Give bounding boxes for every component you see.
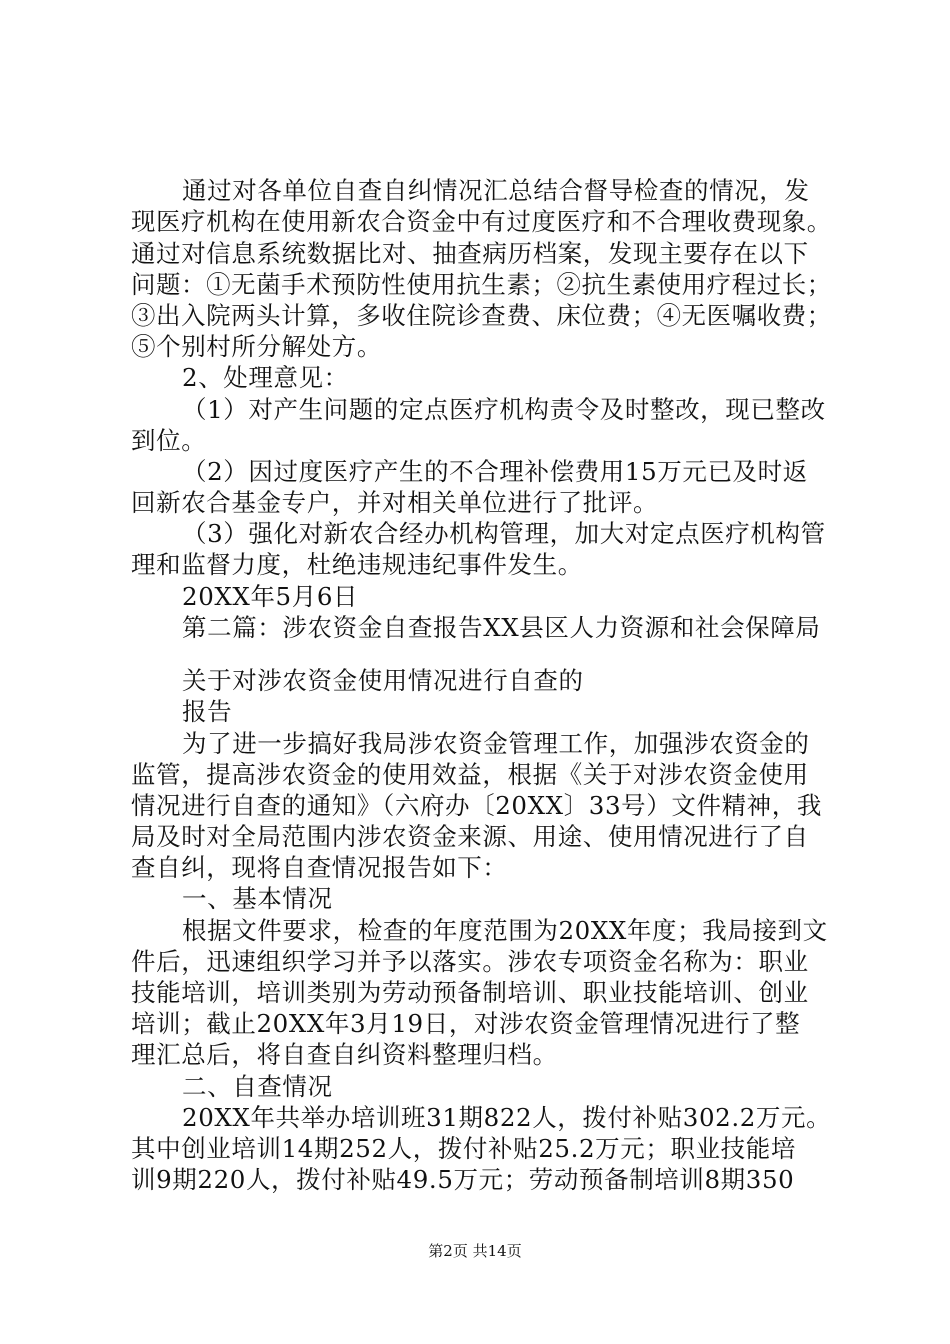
paragraph-line: 其中创业培训14期252人，拨付补贴25.2万元；职业技能培 <box>131 1134 796 1163</box>
report-title: 关于对涉农资金使用情况进行自查的 <box>182 666 584 695</box>
paragraph-line: 查自纠，现将自查情况报告如下： <box>131 853 508 882</box>
paragraph-line: 根据文件要求，检查的年度范围为20XX年度；我局接到文 <box>182 916 828 945</box>
paragraph-line: 回新农合基金专户，并对相关单位进行了批评。 <box>131 488 659 517</box>
section-title: 第二篇：涉农资金自查报告XX县区人力资源和社会保障局 <box>182 613 821 642</box>
paragraph-line: 到位。 <box>131 426 207 455</box>
paragraph-line: 理汇总后，将自查自纠资料整理归档。 <box>131 1040 558 1069</box>
paragraph-line: 现医疗机构在使用新农合资金中有过度医疗和不合理收费现象。 <box>131 207 832 236</box>
paragraph-line: 20XX年共举办培训班31期822人，拨付补贴302.2万元。 <box>182 1103 832 1132</box>
report-title: 报告 <box>182 697 233 726</box>
paragraph-line: 情况进行自查的通知》（六府办〔20XX〕33号）文件精神，我 <box>131 791 822 820</box>
paragraph-line: 训9期220人，拨付补贴49.5万元；劳动预备制培训8期350 <box>131 1165 795 1194</box>
paragraph-line: 通过对各单位自查自纠情况汇总结合督导检查的情况，发 <box>182 176 810 205</box>
paragraph-line: 培训；截止20XX年3月19日，对涉农资金管理情况进行了整 <box>131 1009 801 1038</box>
paragraph-line: （3）强化对新农合经办机构管理，加大对定点医疗机构管 <box>182 519 826 548</box>
section-heading: 一、基本情况 <box>182 884 333 913</box>
paragraph-line: ③出入院两头计算，多收住院诊查费、床位费；④无医嘱收费； <box>131 301 832 330</box>
paragraph-line: 监管，提高涉农资金的使用效益，根据《关于对涉农资金使用 <box>131 760 809 789</box>
paragraph-line: ⑤个别村所分解处方。 <box>131 332 382 361</box>
page-footer: 第2页 共14页 <box>428 1242 522 1260</box>
paragraph-line: 件后，迅速组织学习并予以落实。涉农专项资金名称为：职业 <box>131 947 809 976</box>
date-line: 20XX年5月6日 <box>182 582 359 611</box>
paragraph-line: 理和监督力度，杜绝违规违纪事件发生。 <box>131 550 583 579</box>
paragraph-line: 为了进一步搞好我局涉农资金管理工作，加强涉农资金的 <box>182 729 810 758</box>
paragraph-line: （2）因过度医疗产生的不合理补偿费用15万元已及时返 <box>182 457 808 486</box>
paragraph-line: 局及时对全局范围内涉农资金来源、用途、使用情况进行了自 <box>131 822 809 851</box>
paragraph-line: 技能培训，培训类别为劳动预备制培训、职业技能培训、创业 <box>131 978 809 1007</box>
section-heading: 二、自查情况 <box>182 1072 333 1101</box>
paragraph-line: 问题：①无菌手术预防性使用抗生素；②抗生素使用疗程过长； <box>131 270 832 299</box>
section-heading: 2、处理意见： <box>182 363 349 392</box>
paragraph-line: （1）对产生问题的定点医疗机构责令及时整改，现已整改 <box>182 395 826 424</box>
paragraph-line: 通过对信息系统数据比对、抽查病历档案，发现主要存在以下 <box>131 239 809 268</box>
